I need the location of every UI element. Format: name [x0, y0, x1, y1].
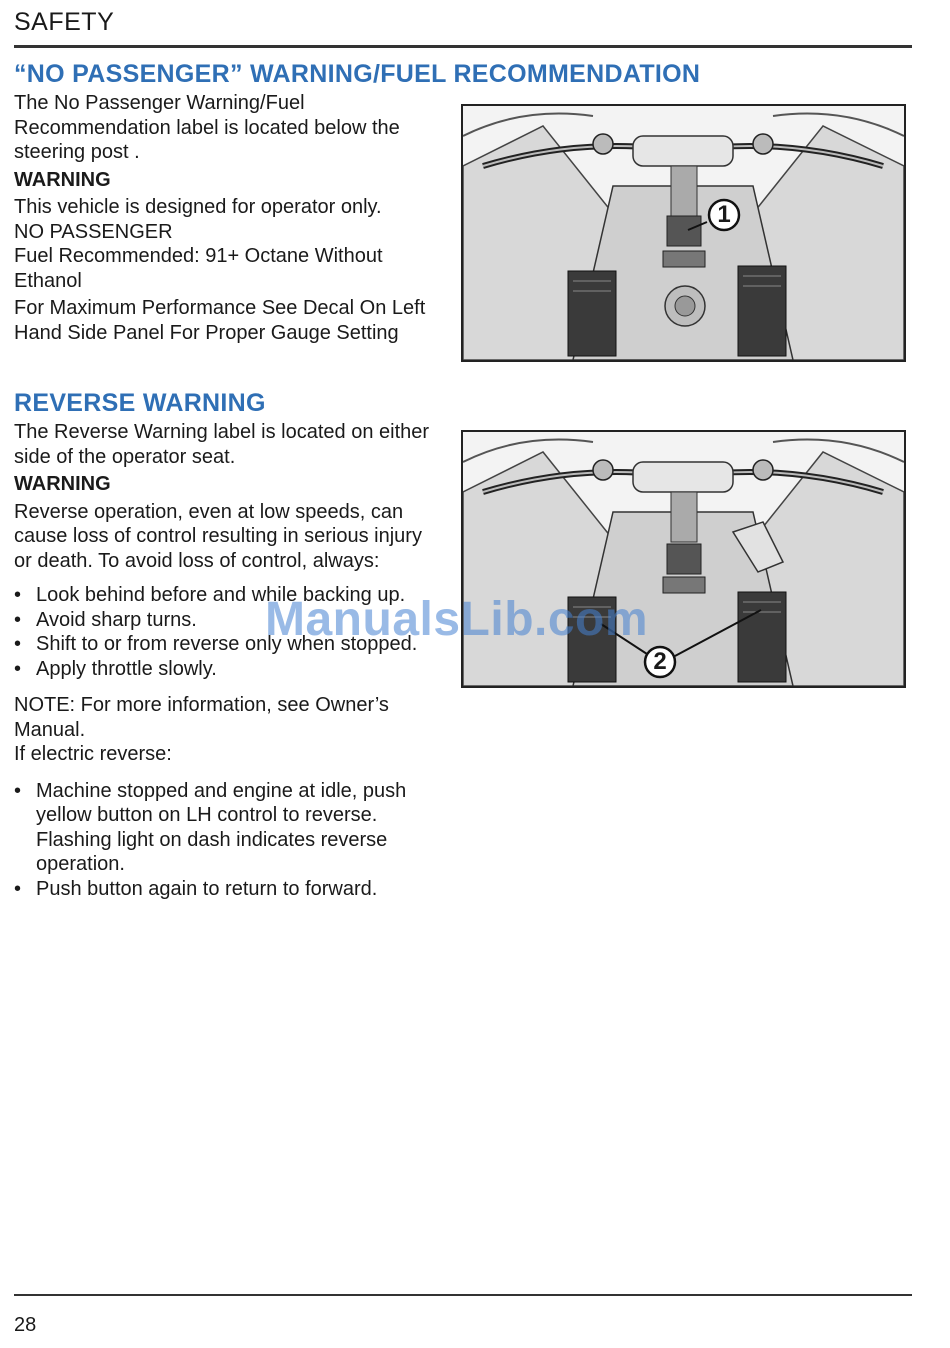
warning-heading: WARNING: [14, 168, 111, 191]
section-body-no-passenger: [14, 91, 454, 345]
list-item: • Apply throttle slowly.: [14, 657, 454, 682]
list-item: • Push button again to return to forward.: [14, 877, 439, 902]
footer-divider: [14, 1294, 912, 1296]
list-item: • Shift to or from reverse only when stopped.: [14, 632, 454, 657]
page-number: 28: [14, 1314, 37, 1336]
note-text: NOTE: For more information, see Owner’s Manual.: [14, 694, 389, 741]
list-item: • Look behind before and while backing up.: [14, 583, 454, 608]
reverse-label-location-text: The Reverse Warning label is located on either side of the operator seat.: [14, 421, 430, 468]
figure-reverse-warning-label: [461, 430, 906, 688]
figure-no-passenger-label: [461, 104, 906, 362]
reverse-warning-text: Reverse operation, even at low speeds, can cause loss of control resulting in serious injury or death. To avoid loss of control, always:: [14, 500, 422, 572]
page-header-title: SAFETY: [14, 8, 115, 36]
electric-reverse-intro: If electric reverse:: [14, 743, 172, 765]
reverse-warning-heading: WARNING: [14, 473, 111, 495]
electric-reverse-list: [14, 779, 439, 902]
section-body-reverse-warning: [14, 420, 454, 901]
watermark: ManualsLib.com: [265, 593, 649, 646]
list-item: • Machine stopped and engine at idle, push yellow button on LH control to reverse. Flashing light on dash indicates reverse operation.: [14, 779, 439, 877]
callout-1-label: 1: [717, 201, 731, 228]
section-title-no-passenger: “NO PASSENGER” WARNING/FUEL RECOMMENDATION: [14, 60, 701, 88]
operator-only-text: This vehicle is designed for operator only.: [14, 196, 382, 218]
max-performance-text: For Maximum Performance See Decal On Left Hand Side Panel For Proper Gauge Setting: [14, 297, 426, 344]
label-location-text: The No Passenger Warning/Fuel Recommendation label is located below the steering post .: [14, 92, 400, 163]
no-passenger-text: NO PASSENGER: [14, 220, 173, 243]
section-title-reverse-warning: REVERSE WARNING: [14, 389, 266, 417]
header-divider: [14, 45, 912, 48]
list-item: • Avoid sharp turns.: [14, 608, 454, 633]
callout-2-label: 2: [653, 648, 667, 675]
fuel-recommendation-text: Fuel Recommended: 91+ Octane Without Ethanol: [14, 245, 383, 292]
